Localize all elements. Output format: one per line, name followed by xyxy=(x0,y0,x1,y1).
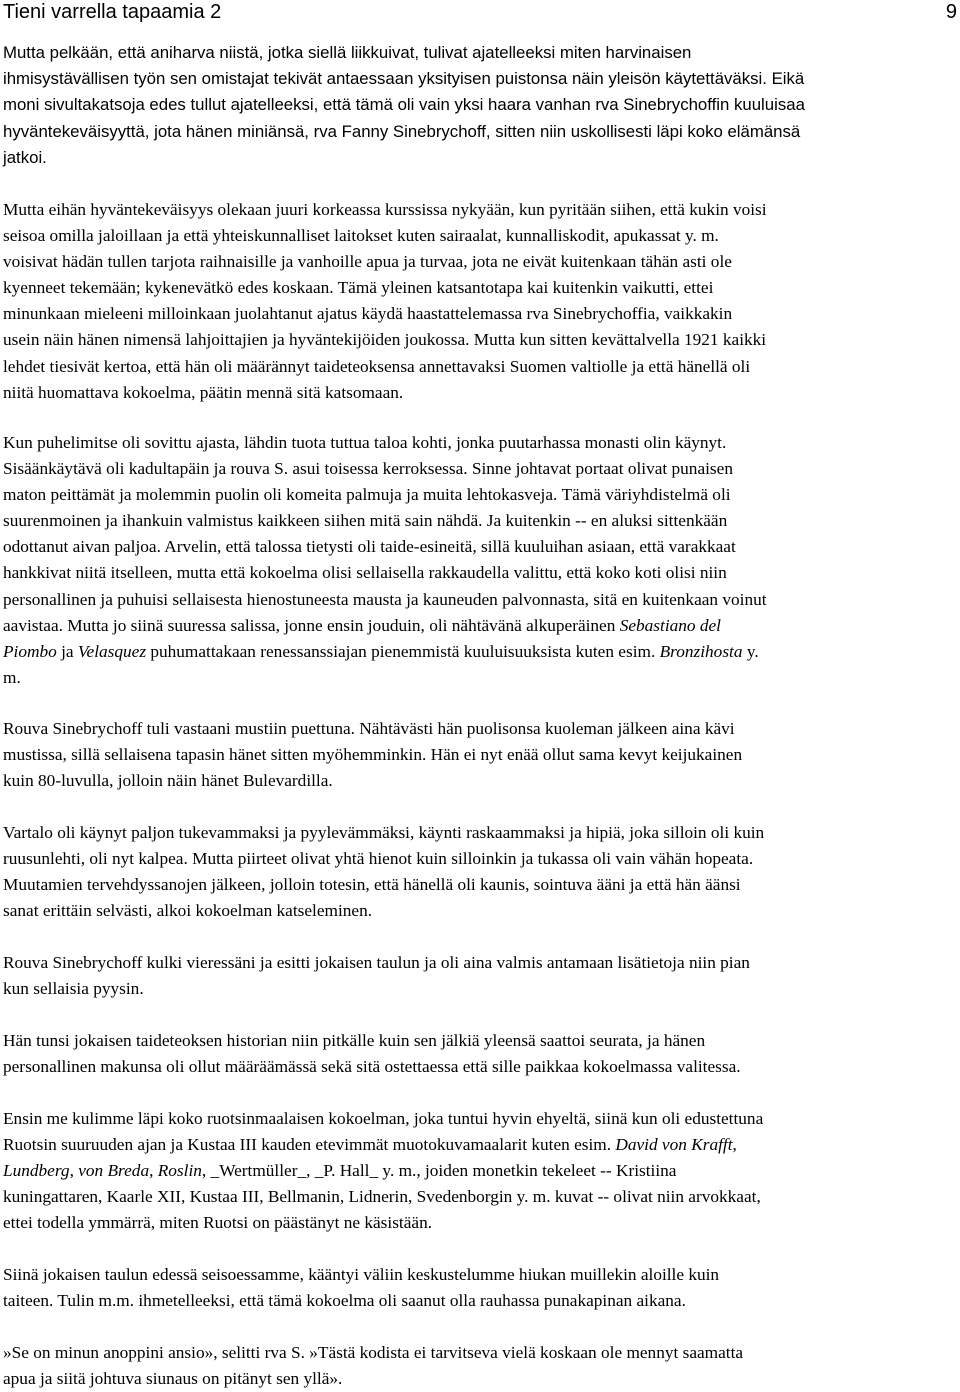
text-line: Muutamien tervehdyssanojen jälkeen, jolloin totesin, että hänellä oli kaunis, sointuva ääni ja että hän äänsi xyxy=(3,875,741,895)
text-segment: , xyxy=(149,1161,158,1181)
paragraph-4 xyxy=(3,716,958,794)
paragraph-3 xyxy=(3,430,958,691)
text-segment: ja xyxy=(56,641,78,661)
text-line: minunkaan mieleeni milloinkaan juolahtanut ajatus käydä haastattelemassa rva Sinebrychoffia, vaikkakin xyxy=(3,304,733,324)
text-segment: , xyxy=(732,1135,737,1155)
artist-name: Bronzihosta xyxy=(659,641,743,661)
paragraph-9 xyxy=(3,1262,958,1314)
paragraph-7 xyxy=(3,1028,958,1080)
text-line: sanat erittäin selvästi, alkoi kokoelman katseleminen. xyxy=(3,901,373,921)
text-segment: , _Wertmüller_, _P. Hall_ y. m., joiden monetkin tekeleet -- Kristiina xyxy=(201,1161,677,1181)
text-line xyxy=(3,639,958,665)
artist-name: Lundberg xyxy=(3,1161,70,1181)
text-line: Hän tunsi jokaisen taideteoksen historian niin pitkälle kuin sen jälkiä yleensä saattoi seurata, ja hänen xyxy=(3,1031,706,1050)
text-line: m. xyxy=(3,667,21,687)
text-segment: Ruotsin suuruuden ajan ja Kustaa III kauden etevimmät muotokuvamaalarit kuten esim. xyxy=(3,1135,616,1155)
text-line: hankkivat niitä itselleen, mutta että kokoelma olisi sellaisella rakkaudella valittu, että koko koti olisi niin xyxy=(3,563,727,583)
text-line: niitä huomattava kokoelma, päätin mennä sitä katsomaan. xyxy=(3,382,404,402)
text-line xyxy=(3,613,958,639)
text-line: odottanut aivan paljoa. Arvelin, että talossa tietysti oli taide-esineitä, sillä kuuluihan asiaan, että varakkaat xyxy=(3,537,736,557)
paragraph-10 xyxy=(3,1340,958,1392)
paragraph-5 xyxy=(3,820,958,924)
text-line: kun sellaisia pyysin. xyxy=(3,979,144,999)
text-line: Sisäänkäytävä oli kadultapäin ja rouva S. asui toisessa kerroksessa. Sinne johtavat portaat olivat punaisen xyxy=(3,459,733,479)
artist-name: Roslin xyxy=(157,1161,202,1181)
text-line: jatkoi. xyxy=(3,147,47,167)
text-line: moni sivultakatsoja edes tullut ajatelleeksi, että tämä oli vain yksi haara vanhan rva Sinebrychoffin kuuluisaa xyxy=(3,95,805,115)
paragraph-2 xyxy=(3,197,958,406)
paragraph-6 xyxy=(3,950,958,1002)
text-line: Mutta eihän hyväntekeväisyys olekaan juuri korkeassa kurssissa nykyään, kun pyritään siihen, että kukin voisi xyxy=(3,200,767,219)
artist-name: von Breda xyxy=(78,1161,150,1181)
paragraph-1 xyxy=(3,40,958,171)
text-line: Siinä jokaisen taulun edessä seisoessamme, kääntyi väliin keskustelumme hiukan muillekin aloille kuin xyxy=(3,1265,720,1284)
text-line: seisoa omilla jaloillaan ja että yhteiskunnalliset laitokset kuten sairaalat, kunnalliskodit, apukassat y. m. xyxy=(3,226,719,246)
artist-name: Velasquez xyxy=(77,641,147,661)
text-line: apua ja siitä johtuva siunaus on pitänyt sen yllä». xyxy=(3,1369,343,1389)
text-line: voisivat hädän tullen tarjota raihnaisille ja vanhoille apua ja turvaa, jota ne eivät kuitenkaan tähän asti ole xyxy=(3,252,732,272)
paragraph-8 xyxy=(3,1106,958,1236)
text-line: hyväntekeväisyyttä, jota hänen miniänsä, rva Fanny Sinebrychoff, sitten niin uskollisesti läpi koko elämänsä xyxy=(3,121,801,141)
text-line: ruusunlehti, oli nyt kalpea. Mutta piirteet olivat yhtä hienot kuin silloinkin ja tukassa oli vain vähän hopeata. xyxy=(3,849,754,869)
text-segment: aavistaa. Mutta jo siinä suuressa salissa, jonne ensin jouduin, oli nähtävänä alkuperäinen xyxy=(3,615,620,635)
text-line: ihmisystävällisen työn sen omistajat tekivät antaessaan yksityisen puistonsa näin yleisön käytettäväksi. Eikä xyxy=(3,69,805,89)
text-line: maton peittämät ja molemmin puolin oli komeita palmuja ja muita lehtokasvejа. Tämä väriyhdistelmä oli xyxy=(3,485,731,505)
text-line: suurenmoinen ja ihankuin valmistus kaikkeen siihen mitä sain nähdä. Ja kuitenkin -- en aluksi sittenkään xyxy=(3,511,728,531)
text-segment: puhumattakaan renessanssiajan pienemmistä kuuluisuuksista kuten esim. xyxy=(146,641,660,661)
text-line: personallinen makunsa oli ollut määräämässä sekä sitä ostettaessa että sille paikkaa kokoelmassa valitessa. xyxy=(3,1057,741,1077)
text-line: Kun puhelimitse oli sovittu ajasta, lähdin tuota tuttua taloa kohti, jonka puutarhassa monasti olin käynyt. xyxy=(3,433,727,452)
text-line: kuin 80-luvulla, jolloin näin hänet Bulevardilla. xyxy=(3,771,333,791)
artist-name: Sebastiano del xyxy=(619,615,721,635)
text-line: mustissa, sillä sellaisena tapasin hänet sitten myöhemminkin. Hän ei nyt enää ollut sama kevyt keijukainen xyxy=(3,745,743,765)
text-line: »Se on minun anoppini ansio», selitti rva S. »Tästä kodista ei tarvitseva vielä koskaan ole mennyt saamatta xyxy=(3,1343,744,1362)
artist-name: Piombo xyxy=(3,641,57,661)
text-line xyxy=(3,1158,958,1184)
text-line: lehdet tiesivät kertoa, että hän oli määrännyt taideteoksensa annettavaksi Suomen valtiolle ja että hänellä oli xyxy=(3,356,751,376)
book-title: Tieni varrella tapaamia 2 xyxy=(3,1,222,23)
text-segment: y. xyxy=(742,641,759,661)
text-line: usein näin hänen nimensä lahjoittajien ja hyväntekijöiden joukossa. Mutta kun sitten kevättalvella 1921 kaikki xyxy=(3,330,767,350)
text-line: Rouva Sinebrychoff tuli vastaani mustiin puettuna. Nähtävästi hän puolisonsa kuoleman jälkeen aina kävi xyxy=(3,719,735,738)
text-line: taiteen. Tulin m.m. ihmetelleeksi, että tämä kokoelma oli saanut olla rauhassa punakapinan aikana. xyxy=(3,1291,686,1311)
page-header xyxy=(0,0,960,26)
text-line: ettei todella ymmärrä, miten Ruotsi on päästänyt ne käsistään. xyxy=(3,1213,433,1233)
text-line: personallinen ja puhuisi sellaisesta hienostuneesta mausta ja kauneuden palvonnasta, sitä en kuitenkaan voinut xyxy=(3,589,767,609)
text-line: kuningattaren, Kaarle XII, Kustaa III, Bellmanin, Lidnerin, Svedenborgin y. m. kuvat -- olivat niin arvokkaat, xyxy=(3,1187,761,1207)
artist-name: David von Krafft xyxy=(615,1135,733,1155)
text-line xyxy=(3,1132,958,1158)
text-line: kyenneet tekemään; kykenevätkö edes koskaan. Tämä yleinen katsantotapa kai kuitenkin vaikutti, ettei xyxy=(3,278,714,298)
text-line: Vartalo oli käynyt paljon tukevammaksi ja pyylevämmäksi, käynti raskaammaksi ja hipiä, joka silloin oli kuin xyxy=(3,823,765,842)
text-line: Mutta pelkään, että aniharva niistä, jotka siellä liikkuivat, tulivat ajatelleeksi miten harvinaisen xyxy=(3,43,692,62)
text-line: Ensin me kulimme läpi koko ruotsinmaalaisen kokoelman, joka tuntui hyvin ehyeltä, siinä kun oli edustettuna xyxy=(3,1109,764,1128)
text-line: Rouva Sinebrychoff kulki vieressäni ja esitti jokaisen taulun ja oli aina valmis antamaan lisätietoja niin pian xyxy=(3,953,750,972)
text-segment: , xyxy=(69,1161,79,1181)
page-number: 9 xyxy=(945,1,957,23)
